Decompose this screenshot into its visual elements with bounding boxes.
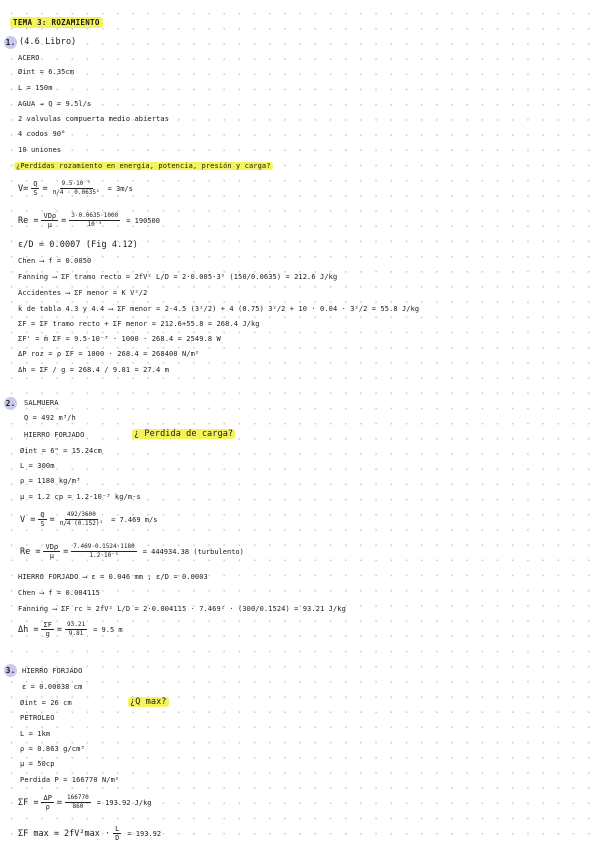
p2-re-num1: VDρ — [45, 543, 59, 551]
p1-valves: 2 valvulas compuerta medio abiertas — [18, 115, 170, 123]
p3-fmax-num: L — [115, 825, 120, 833]
p1-v-den2: π/4 · 0.0635² — [52, 189, 100, 196]
p2-reynolds-equation: Re = VDρ μ = $\frac{7.469\cdot 0.1524\cdot 1180}{\text{1.2·10⁻³}}$ = 444934.38 (turbulento) — [20, 543, 244, 560]
p2-fanning: Fanning ⟶ ΣF rc = 2fV² L/D = 2·0.004115 · 7.469² · (300/0.1524) = 93.21 J/kg — [18, 605, 346, 613]
p1-re-den1: μ — [47, 221, 52, 229]
p2-v-result: = 7.469 m/s — [111, 515, 158, 524]
p1-accidents: Accidentes ⟶ ΣF menor = K V²/2 — [18, 289, 148, 297]
p3-sf-den2: 860 — [72, 803, 84, 810]
p3-length: L = 1km — [20, 730, 51, 738]
p3-fmax-den: D — [115, 834, 120, 842]
p1-fanning: Fanning ⟶ ΣF tramo recto = 2fV² L/D = 2·0.005·3² (150/0.0635) = 212.6 J/kg — [18, 273, 338, 281]
p1-v-result: = 3m/s — [107, 184, 133, 193]
p1-chen: Chen ⟶ f = 0.0050 — [18, 257, 92, 265]
p2-material: HIERRO FORJADO — [24, 431, 85, 439]
p3-friction-equation: ΣF = $\frac{\Delta P}{\rho}$ = $\frac{166770}{860}$ = 193.92 J/kg — [18, 794, 152, 811]
p1-k-tables: k de tabla 4.3 y 4.4 ⟶ ΣF menor = 2·4.5 (3²/2) + 4 (0.75) 3²/2 + 10 · 0.04 · 3²/2 = 55.8 J/kg — [18, 305, 420, 313]
p3-roughness: ε = 0.00038 cm — [22, 683, 83, 691]
p2-viscosity: μ = 1.2 cp = 1.2·10⁻³ kg/m·s — [20, 493, 141, 501]
p1-power: ΣF' = ṁ ΣF = 9.5·10⁻³ · 1000 · 268.4 = 2549.8 W — [18, 335, 221, 343]
p1-v-num2: 9.5·10⁻³ — [61, 180, 91, 187]
p2-dh-den1: g — [45, 630, 50, 638]
p1-total-friction: ΣF = ΣF tramo recto + ΣF menor = 212.6+55.8 = 268.4 J/kg — [18, 320, 260, 328]
p3-viscosity: μ = 50cp — [20, 760, 55, 768]
p2-re-lhs: Re = — [20, 546, 41, 557]
p3-sf-result: = 193.92 J/kg — [96, 798, 152, 807]
p1-flow: AGUA → Q = 9.5l/s — [18, 100, 92, 108]
p2-v-den1: S — [40, 520, 45, 528]
p1-question-highlight: ¿Perdidas rozamiento en energia, potencia, presión y carga? — [16, 162, 271, 170]
p2-roughness: HIERRO FORJADO ⟶ ε = 0.046 mm ; ε/D = 0.0003 — [18, 573, 208, 581]
p3-fluid: PETROLEO — [20, 714, 55, 722]
p1-re-den2: 10⁻³ — [87, 221, 102, 228]
p2-re-num2: 7.469·0.1524·1180 — [73, 543, 135, 550]
p2-question-highlight: ¿ Perdida de carga? — [134, 429, 234, 439]
p1-diameter: Øint = 6.35cm — [18, 68, 75, 76]
p3-sf-num2: 166770 — [67, 794, 89, 801]
p3-question — [128, 697, 169, 708]
p2-density: ρ = 1180 kg/m³ — [20, 477, 81, 485]
p1-roughness: ε/D = 0.0007 (Fig 4.12) — [18, 240, 139, 250]
p3-diameter: Øint = 26 cm — [20, 699, 72, 707]
p2-chen: Chen ⟶ f = 0.004115 — [18, 589, 100, 597]
p3-fmax-equation — [18, 825, 161, 842]
p1-unions: 10 uniones — [18, 146, 62, 154]
p1-pressure-loss: ΔP roz = ρ ΣF = 1000 · 268.4 = 268400 N/m² — [18, 350, 200, 358]
p1-question — [14, 162, 273, 171]
p1-velocity-equation: V= $\frac{Q}{S}$ = $\frac{\text{9.5·10⁻³}}{\text{π/4 · 0.0635²}}$ = 3m/s — [18, 180, 133, 197]
problem-1-number: 1. — [5, 38, 16, 47]
p1-v-den1: S — [33, 189, 38, 197]
p2-re-den2: 1.2·10⁻³ — [89, 552, 119, 559]
p2-question — [132, 429, 235, 440]
p2-length: L = 300m — [20, 462, 55, 470]
p2-re-den1: μ — [49, 552, 54, 560]
p3-fmax-result: = 193.92 — [127, 829, 162, 838]
p2-v-den2: π/4 (0.152)² — [59, 520, 104, 527]
p2-v-lhs: V = — [20, 514, 36, 525]
p3-heading: HIERRO FORJADO — [22, 667, 83, 675]
p2-dh-result: = 9.5 m — [93, 625, 123, 634]
p2-heading: SALMUERA — [24, 399, 59, 407]
p2-head-loss-equation: Δh = $\frac{\Sigma F}{g}$ = $\frac{93.21}{9.81}$ = 9.5 m — [18, 621, 123, 638]
p2-velocity-equation: V = $\frac{Q}{S}$ = $\frac{492/3600}{\text{π/4 (0.152)²}}$ = 7.469 m/s — [20, 511, 158, 528]
p1-v-lhs: V= — [18, 183, 29, 194]
p1-re-lhs: Re = — [18, 215, 39, 226]
page-title: TEMA 3: ROZAMIENTO — [10, 17, 103, 28]
p2-dh-lhs: Δh = — [18, 624, 39, 635]
p3-pressure-loss: Perdida P = 166770 N/m² — [20, 776, 120, 784]
p2-diameter: Øint = 6" = 15.24cm — [20, 447, 102, 455]
p3-question-highlight: ¿Q max? — [130, 697, 167, 707]
p3-sf-num1: ΔP — [43, 794, 52, 802]
p1-re-num1: VDρ — [43, 212, 57, 220]
p1-elbows: 4 codos 90° — [18, 130, 66, 138]
p2-v-num2: 492/3600 — [66, 511, 96, 518]
p3-sf-den1: ρ — [45, 803, 50, 811]
p1-heading: (4.6 Libro) — [19, 37, 77, 47]
p1-length: L = 150m — [18, 84, 53, 92]
p3-density: ρ = 0.863 g/cm³ — [20, 745, 85, 753]
p1-head-loss: Δh = ΣF / g = 268.4 / 9.81 = 27.4 m — [18, 366, 170, 374]
p1-re-result: = 190500 — [126, 216, 160, 225]
problem-2-number: 2. — [5, 399, 16, 408]
p2-flow: Q = 492 m³/h — [24, 414, 76, 422]
p1-re-num2: 3·0.0635·1000 — [71, 212, 119, 219]
p2-dh-num2: 93.21 — [67, 621, 86, 628]
problem-3-number: 3. — [5, 666, 16, 675]
p2-dh-den2: 9.81 — [68, 630, 84, 637]
p2-v-num1: Q — [40, 511, 45, 519]
p3-fmax-lhs: ΣF max = 2fV²max · — [18, 828, 111, 839]
p1-material: ACERO — [18, 54, 40, 62]
p1-reynolds-equation: Re = VDρ μ = $\frac{3\cdot 0.0635\cdot 1000}{\text{10⁻³}}$ = 190500 — [18, 212, 160, 229]
p1-v-num1: Q — [33, 180, 38, 188]
p3-sf-lhs: ΣF = — [18, 797, 39, 808]
p2-re-result: = 444934.38 (turbulento) — [142, 547, 244, 556]
p2-dh-num1: ΣF — [43, 621, 52, 629]
